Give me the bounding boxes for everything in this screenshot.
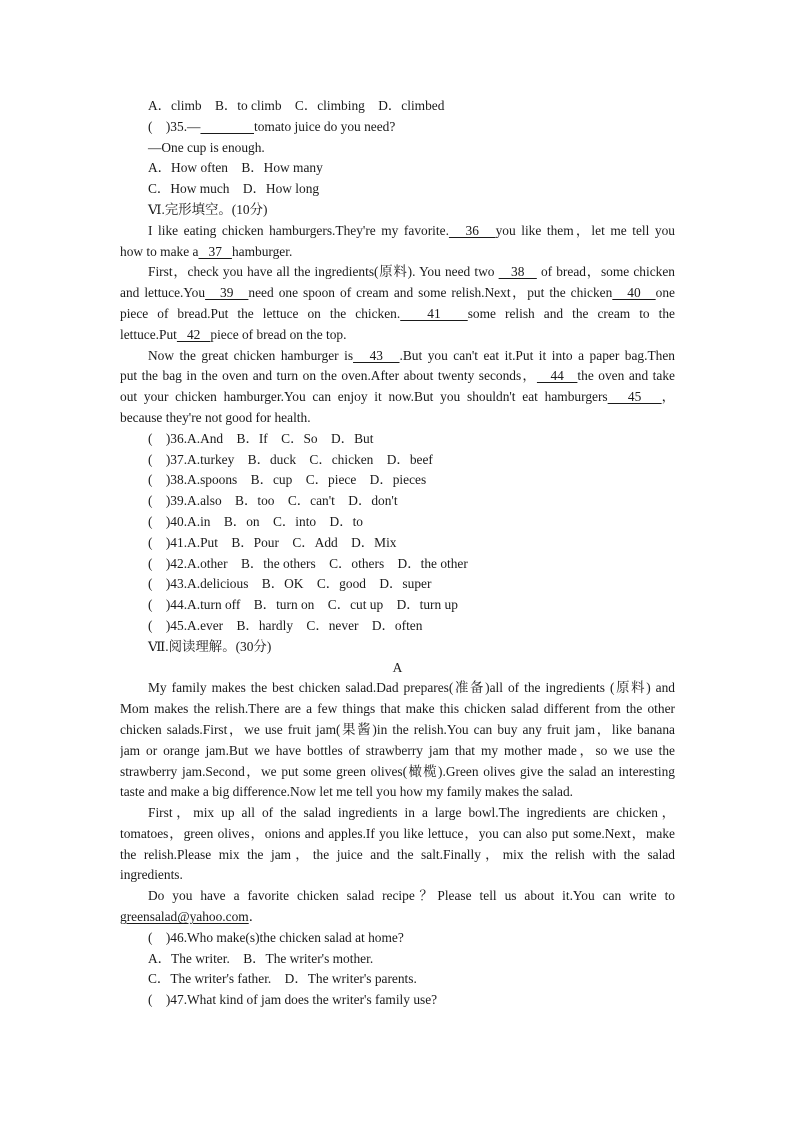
blank: 37: [198, 243, 232, 259]
blank: 44: [536, 368, 578, 384]
text-line: ( )38.A.spoons B．cup C．piece D．pieces: [148, 472, 427, 488]
text-line: out your chicken hamburger.You can enjoy it now.But you shouldn't eat hamburgers 45 ，: [120, 389, 675, 405]
blank: 38: [498, 264, 537, 280]
text-line: how to make a 37 hamburger.: [120, 243, 293, 259]
text-line: C．How much D．How long: [148, 181, 320, 197]
text-line: First，check you have all the ingredients(原料). You need two 38 of bread，some chicken: [148, 264, 675, 280]
text-line: ( )35.— tomato juice do you need?: [148, 118, 396, 134]
text-line: ( )42.A.other B．the others C．others D．the other: [148, 555, 468, 571]
text-line: greensalad@yahoo.com．: [120, 909, 263, 925]
document-page: [120, 96, 675, 1011]
text-line: —One cup is enough.: [148, 139, 265, 155]
text-line: My family makes the best chicken salad.Dad prepares(准备)all of the ingredients (原料) and: [148, 680, 675, 696]
text-line: and lettuce.You 39 need one spoon of cream and some relish.Next，put the chicken 40 one: [120, 285, 675, 301]
text-line: tomatoes，green olives，onions and apples.If you like lettuce，you can also put some.Next，make: [120, 825, 675, 841]
text-line: A: [392, 659, 403, 675]
text-line: strawberry jam.Second，we put some green olives(橄榄).Green olives give the salad an interesting: [120, 763, 675, 779]
text-line: piece of bread.Put the lettuce on the chicken. 41 some relish and the cream to the: [120, 305, 675, 321]
text-line: ( )46.Who make(s)the chicken salad at home?: [148, 929, 404, 945]
text-line: the relish.Please mix the jam，the juice and the salt.Finally，mix the relish with the salad: [120, 846, 675, 862]
text-line: C．The writer's father. D．The writer's parents.: [148, 971, 417, 987]
blank: 39: [205, 285, 249, 301]
text-line: ( )41.A.Put B．Pour C．Add D．Mix: [148, 534, 397, 550]
blank: 45: [607, 389, 662, 405]
text-line: ingredients.: [120, 867, 183, 883]
text-line: A．The writer. B．The writer's mother.: [148, 950, 374, 966]
text-line: ( )39.A.also B．too C．can't D．don't: [148, 493, 398, 509]
text-line: taste and make a big difference.Now let me tell you how my family makes the salad.: [120, 784, 574, 800]
text-line: ( )47.What kind of jam does the writer's family use?: [148, 992, 438, 1008]
blank: 43: [353, 347, 400, 363]
text-line: Do you have a favorite chicken salad recipe？Please tell us about it.You can write to: [148, 888, 675, 904]
text-line: because they're not good for health.: [120, 409, 311, 425]
text-line: jam or orange jam.But we have bottles of strawberry jam that my mother made，so we use the: [120, 742, 675, 758]
text-line: lettuce.Put 42 piece of bread on the top.: [120, 326, 347, 342]
text-line: A．climb B．to climb C．climbing D．climbed: [148, 98, 445, 113]
text-line: Ⅵ.完形填空。(10分): [148, 201, 268, 217]
text-line: ( )37.A.turkey B．duck C．chicken D．beef: [148, 451, 433, 467]
text-line: ( )40.A.in B．on C．into D．to: [148, 513, 363, 529]
text-line: chicken salads.First，we use fruit jam(果酱)in the relish.You can buy any fruit jam，like banana: [120, 721, 675, 737]
text-line: Mom makes the relish.There are a few things that make this chicken salad different from the other: [120, 701, 675, 717]
text-line: A．How often B．How many: [148, 160, 323, 176]
text-line: Now the great chicken hamburger is 43 .But you can't eat it.Put it into a paper bag.Then: [148, 347, 675, 363]
blank: [200, 119, 254, 134]
email-address: greensalad@yahoo.com: [120, 909, 249, 925]
text-line: First，mix up all of the salad ingredients in a large bowl.The ingredients are chicken，: [148, 805, 675, 821]
blank: 36: [448, 222, 496, 238]
blank: 42: [176, 326, 211, 342]
text-line: I like eating chicken hamburgers.They're my favorite. 36 you like them，let me tell you: [148, 222, 675, 238]
text-line: put the bag in the oven and turn on the oven.After about twenty seconds， 44 the oven and take: [120, 368, 675, 384]
text-line: ( )43.A.delicious B．OK C．good D．super: [148, 576, 432, 592]
text-line: ( )45.A.ever B．hardly C．never D．often: [148, 617, 423, 633]
text-line: Ⅶ.阅读理解。(30分): [148, 638, 272, 654]
blank: 40: [612, 285, 656, 301]
text-line: ( )36.A.And B．If C．So D．But: [148, 430, 374, 446]
blank: 41: [400, 305, 468, 321]
text-line: ( )44.A.turn off B．turn on C．cut up D．turn up: [148, 597, 458, 613]
